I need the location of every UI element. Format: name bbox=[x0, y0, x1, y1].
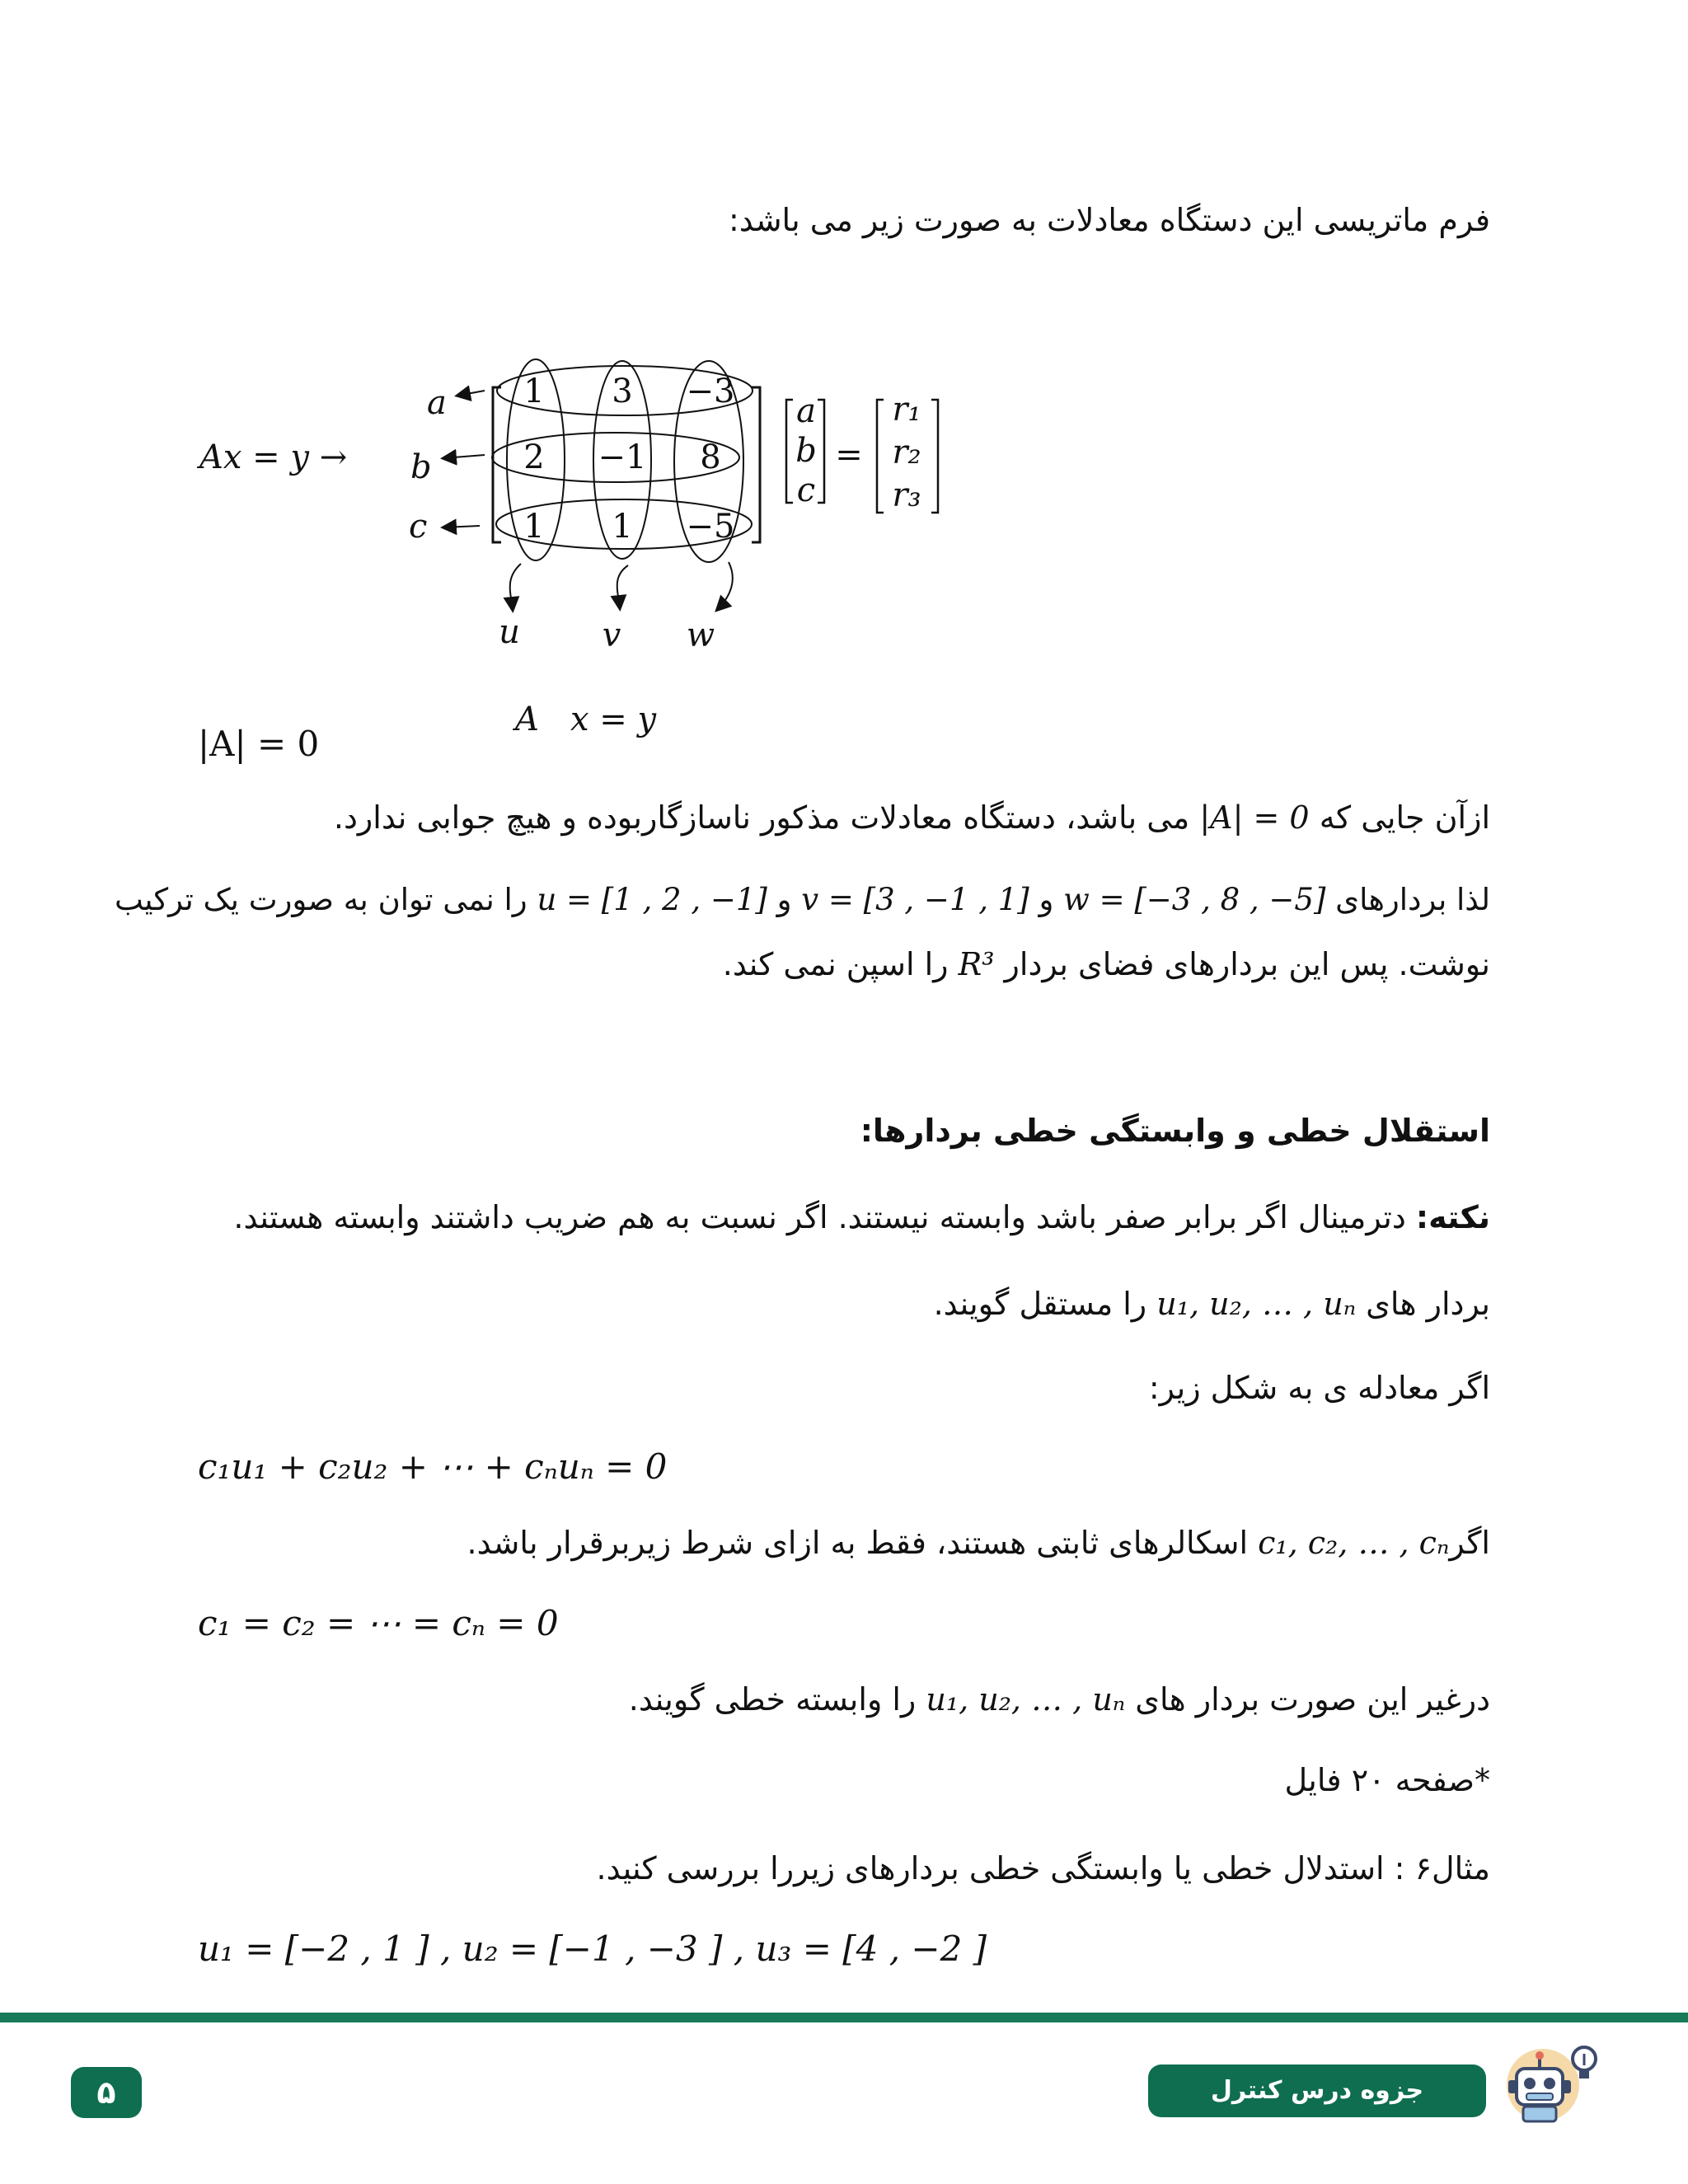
section-heading: استقلال خطی و وابستگی خطی بردارها: bbox=[860, 1113, 1490, 1149]
col-label-u: u bbox=[499, 613, 520, 651]
span-text bbox=[723, 946, 1490, 982]
row-arrow-c bbox=[443, 526, 480, 527]
robot-lightbulb-icon bbox=[1492, 2042, 1615, 2133]
x-vector-c: c bbox=[796, 471, 816, 509]
matrix-cell-2-2: −1 bbox=[598, 438, 647, 476]
file-reference: *صفحه ۲۰ فایل bbox=[1284, 1762, 1490, 1798]
matrix-cell-1-2: 3 bbox=[612, 373, 633, 410]
vectors-text bbox=[115, 882, 1490, 917]
determinant-equation: |A| = 0 bbox=[198, 724, 320, 764]
y-vector-bracket-right bbox=[931, 400, 938, 513]
row-label-b: b bbox=[410, 448, 432, 486]
note-label: نکته: bbox=[1415, 1199, 1490, 1235]
vectors-tail: را نمی توان به صورت یک ترکیب bbox=[114, 882, 537, 917]
matrix-cell-3-2: 1 bbox=[612, 508, 633, 546]
linear-combination-equation: c₁u₁ + c₂u₂ + ⋯ + cₙuₙ = 0 bbox=[198, 1446, 668, 1487]
span-part-b: را اسپن نمی کند. bbox=[722, 946, 959, 982]
if-equation-text: اگر معادله ی به شکل زیر: bbox=[1148, 1370, 1490, 1406]
course-title-badge: جزوه درس کنترل bbox=[1148, 2064, 1486, 2117]
col-arrow-v bbox=[617, 565, 628, 608]
scalars-part-b: اسکالرهای ثابتی هستند، فقط به ازای شرط زیربرقرار باشد. bbox=[467, 1525, 1259, 1561]
dependent-text bbox=[629, 1681, 1490, 1718]
x-vector-b: b bbox=[795, 432, 817, 470]
ax-equals-y: A x = y bbox=[515, 701, 657, 738]
x-vector-bracket-right bbox=[818, 400, 824, 503]
note-body: دترمینال اگر برابر صفر باشد وابسته نیستند. اگر نسبت به هم ضریب داشتند وابسته هستند. bbox=[233, 1199, 1416, 1235]
row-label-c: c bbox=[409, 508, 428, 546]
footer-divider bbox=[0, 2013, 1688, 2022]
scalars-math: c₁, c₂, … , cₙ bbox=[1258, 1525, 1450, 1561]
dependent-math: u₁, u₂, … , uₙ bbox=[926, 1681, 1126, 1718]
matrix-diagram bbox=[190, 330, 981, 758]
example-vectors-equation: u₁ = [−2 , 1 ] , u₂ = [−1 , −3 ] , u₃ = [4 , −2 ] bbox=[198, 1929, 987, 1969]
vectors-and-2: و bbox=[767, 882, 802, 917]
col-label-w: w bbox=[686, 616, 715, 654]
row-label-a: a bbox=[427, 384, 447, 422]
col-arrow-u bbox=[510, 564, 521, 610]
vector-w: w = [−3 , 8 , −5] bbox=[1063, 882, 1326, 917]
row-arrow-b bbox=[443, 455, 485, 458]
matrix-cell-3-3: −5 bbox=[686, 508, 735, 546]
span-part-a: نوشت. پس این بردارهای فضای بردار bbox=[994, 946, 1490, 982]
independent-part-b: را مستقل گویند. bbox=[933, 1286, 1157, 1322]
independent-text bbox=[934, 1286, 1490, 1322]
vectors-and-1: و bbox=[1029, 882, 1064, 917]
conclusion-part-a: ازآن جایی که bbox=[1309, 799, 1490, 836]
matrix-cell-2-1: 2 bbox=[523, 438, 545, 476]
matrix-cell-1-3: −3 bbox=[686, 373, 735, 410]
independent-math: u₁, u₂, … , uₙ bbox=[1156, 1286, 1357, 1322]
page-number: ۵ bbox=[71, 2067, 142, 2118]
scalars-part-a: اگر bbox=[1449, 1525, 1490, 1561]
row-arrow-a bbox=[457, 391, 485, 396]
col-arrow-w bbox=[717, 562, 733, 610]
lhs-equation: Ax = y → bbox=[199, 438, 348, 476]
example-text: مثال۶ : استدلال خطی یا وابستگی خطی بردارهای زیررا بررسی کنید. bbox=[596, 1850, 1490, 1886]
x-vector-bracket-left bbox=[786, 400, 793, 503]
note-text bbox=[233, 1199, 1490, 1235]
conclusion-text bbox=[334, 799, 1490, 836]
y-vector-r1: r₁ bbox=[892, 391, 921, 429]
matrix-cell-3-1: 1 bbox=[523, 508, 545, 546]
x-vector-a: a bbox=[796, 392, 816, 430]
col-label-v: v bbox=[602, 616, 621, 654]
y-vector-r2: r₂ bbox=[892, 434, 921, 471]
vectors-lead: لذا بردارهای bbox=[1325, 882, 1490, 917]
vector-u: u = [1 , 2 , −1] bbox=[537, 882, 767, 917]
matrix-bracket-right bbox=[752, 387, 760, 542]
matrix-cell-1-1: 1 bbox=[523, 373, 545, 410]
conclusion-part-b: می باشد، دستگاه معادلات مذکور ناسازگاربوده و هیچ جوابی ندارد. bbox=[333, 799, 1200, 836]
independent-part-a: بردار های bbox=[1356, 1286, 1490, 1322]
equals-sign: = bbox=[835, 436, 863, 474]
conclusion-math: |A| = 0 bbox=[1199, 799, 1310, 836]
vector-v: v = [3 , −1 , 1] bbox=[801, 882, 1029, 917]
matrix-cell-2-3: 8 bbox=[700, 438, 721, 476]
scalars-text bbox=[467, 1525, 1491, 1561]
zero-coefficients-equation: c₁ = c₂ = ⋯ = cₙ = 0 bbox=[198, 1603, 559, 1643]
y-vector-bracket-left bbox=[877, 400, 884, 513]
dependent-part-b: را وابسته خطی گویند. bbox=[628, 1681, 926, 1718]
y-vector-r3: r₃ bbox=[892, 476, 921, 514]
span-math: R³ bbox=[958, 946, 995, 982]
dependent-part-a: درغیر این صورت بردار های bbox=[1125, 1681, 1490, 1718]
intro-text: فرم ماتریسی این دستگاه معادلات به صورت زیر می باشد: bbox=[728, 202, 1490, 238]
